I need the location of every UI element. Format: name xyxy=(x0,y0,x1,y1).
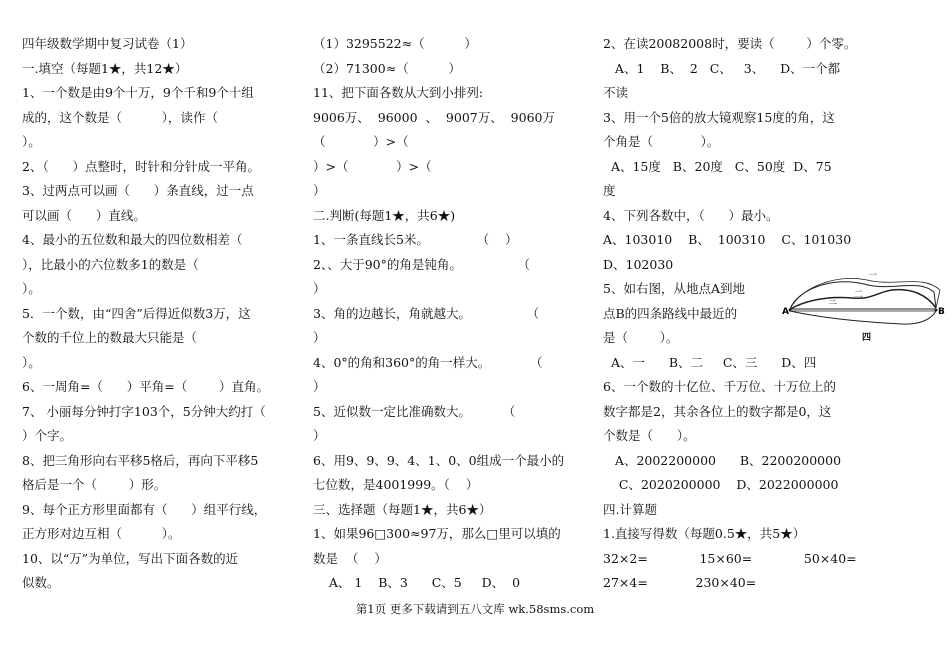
text-line: A、一 B、二 C、三 D、四 xyxy=(603,354,817,370)
route-4-label: 四 xyxy=(862,333,872,343)
text-line: 9、每个正方形里面都有（ ）组平行线， xyxy=(22,501,267,517)
text-line: ） xyxy=(313,330,326,345)
text-line: ），比最小的六位数多1的数是（ xyxy=(22,256,199,272)
page-footer: 第1页 更多下载请到五八文库 wk.58sms.com xyxy=(355,602,595,616)
text-line: 3、过两点可以画（ ）条直线，过一点 xyxy=(22,183,254,198)
text-line: ） xyxy=(313,428,326,443)
text-line: ） xyxy=(313,379,326,394)
text-line: 3、用一个5倍的放大镜观察15度的角，这 xyxy=(603,109,835,125)
text-line: 点B的四条路线中最近的 xyxy=(603,305,738,321)
text-line: A、 1 B、3 C、5 D、 0 xyxy=(313,575,521,590)
text-line: 个数是（ ）。 xyxy=(603,428,696,443)
text-line: 3、角的边越长，角就越大。 （ xyxy=(313,305,540,321)
text-line: 2、在读20082008时，要读（ ）个零。 xyxy=(603,36,857,51)
text-line: 4、下列各数中，（ ）最小。 xyxy=(603,207,779,223)
text-line: ） xyxy=(313,183,326,198)
text-line: 6、一个数的十亿位、千万位、十万位上的 xyxy=(603,379,836,394)
text-line: （ ）>（ xyxy=(313,134,409,149)
text-line: 1.直接写得数（每题0.5★，共5★） xyxy=(603,526,806,541)
text-line: 可以画（ ）直线。 xyxy=(22,207,146,223)
text-line: 1、一条直线长5米。 （ ） xyxy=(313,232,518,247)
text-line: 11、把下面各数从大到小排列: xyxy=(313,85,484,100)
text-line: 27×4= 230×40= xyxy=(603,575,757,590)
text-line: 32×2= 15×60= 50×40= xyxy=(603,550,857,566)
text-line: 6、一周角=（ ）平角=（ ）直角。 xyxy=(22,379,270,394)
text-line: 正方形对边互相（ ）。 xyxy=(22,526,181,541)
text-line: 5、如右图，从地点A到地 xyxy=(603,281,745,296)
text-line: 是（ ）。 xyxy=(603,330,679,345)
text-line: D、102030 xyxy=(603,256,674,272)
text-line: 5、近似数一定比准确数大。 （ xyxy=(313,403,516,419)
text-line: ）。 xyxy=(22,354,41,370)
text-line: 四年级数学期中复习试卷（1） xyxy=(22,36,193,51)
text-line: A、2002200000 B、2200200000 xyxy=(603,452,842,468)
text-line: 1、一个数是由9个十万，9个千和9个十组 xyxy=(22,85,254,100)
column-middle xyxy=(313,32,585,596)
point-b-label: B xyxy=(938,307,945,317)
text-line: 数字都是2，其余各位上的数字都是0，这 xyxy=(603,403,832,419)
text-line: 三、选择题（每题1★，共6★） xyxy=(313,501,492,517)
text-line: 似数。 xyxy=(22,575,60,590)
text-line: A、1 B、 2 C、 3、 D、一个都 xyxy=(603,60,841,76)
text-line: （1）3295522≈（ ） xyxy=(313,36,477,51)
text-line: （2）71300≈（ ） xyxy=(313,60,461,76)
route-2-label: 二 xyxy=(854,290,864,300)
text-line: C、2020200000 D、2022000000 xyxy=(603,477,839,492)
route-diagram xyxy=(782,270,944,348)
text-line: ）个字。 xyxy=(22,428,73,443)
text-line: ）>（ ）>（ xyxy=(313,158,432,174)
route-1-label: 一 xyxy=(868,271,878,281)
text-line: ） xyxy=(313,281,326,296)
text-line: 不读 xyxy=(603,85,629,100)
text-line: 数是 （ ） xyxy=(313,550,387,566)
text-line: 4、最小的五位数和最大的四位数相差（ xyxy=(22,232,243,247)
text-line: A、15度 B、20度 C、50度 D、75 xyxy=(603,158,832,174)
text-line: 10、以“万”为单位，写出下面各数的近 xyxy=(22,550,239,566)
text-line: 四.计算题 xyxy=(603,501,657,517)
text-line: 5．一个数，由“四舍”后得近似数3万，这 xyxy=(22,305,251,321)
point-a-label: A xyxy=(782,307,789,317)
text-line: ）。 xyxy=(22,134,41,149)
text-line: 个数的千位上的数最大只能是（ xyxy=(22,330,198,345)
text-line: 二.判断(每题1★，共6★) xyxy=(313,207,456,223)
text-line: 2、、大于90°的角是钝角。 （ xyxy=(313,256,530,272)
text-line: 7、 小丽每分钟打字103个，5分钟大约打（ xyxy=(22,403,266,419)
text-line: 度 xyxy=(603,183,616,198)
text-line: 一.填空（每题1★，共12★） xyxy=(22,60,188,76)
text-line: 9006万、 96000 、 9007万、 9060万 xyxy=(313,109,555,125)
text-line: 4、0°的角和360°的角一样大。 （ xyxy=(313,354,543,370)
text-line: 1、如果96□300≈97万，那么□里可以填的 xyxy=(313,526,561,541)
column-left xyxy=(22,32,300,596)
route-line xyxy=(790,311,936,324)
text-line: A、103010 B、 100310 C、101030 xyxy=(603,232,852,247)
text-line: ）。 xyxy=(22,281,41,296)
text-line: 8、把三角形向右平移5格后，再向下平移5 xyxy=(22,452,259,468)
text-line: 6、用9、9、9、4、1、0、0组成一个最小的 xyxy=(313,452,565,468)
text-line: 2、（ ）点整时，时针和分针成一平角。 xyxy=(22,158,261,174)
text-line: 格后是一个（ ）形。 xyxy=(22,477,167,492)
text-line: 个角是（ ）。 xyxy=(603,134,720,149)
route-3-label: 三 xyxy=(828,297,838,307)
text-line: 七位数，是4001999。（ ） xyxy=(313,477,479,492)
text-line: 成的，这个数是（ ），读作（ xyxy=(22,109,218,125)
